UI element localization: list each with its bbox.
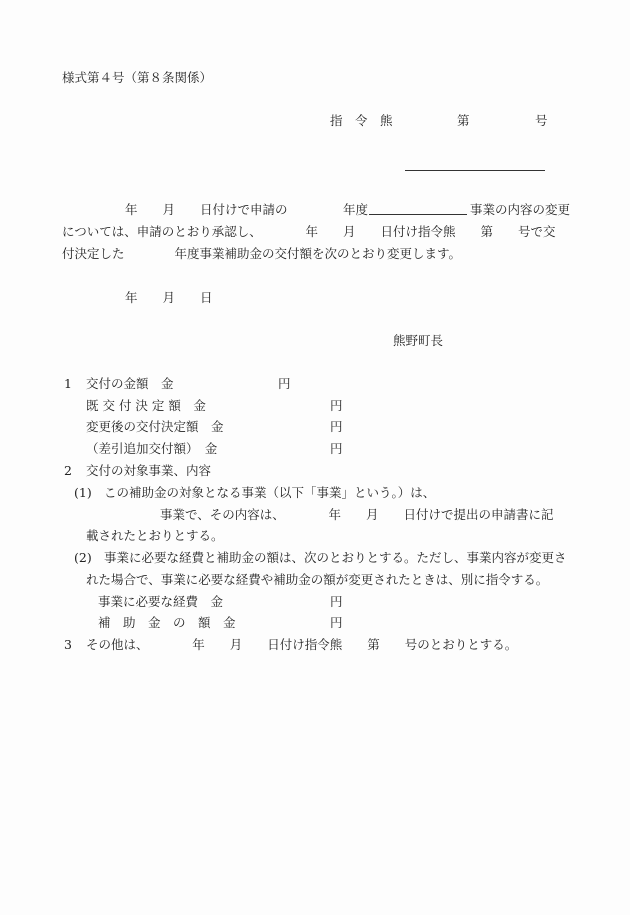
section2-item2-line1: 事業に必要な経費と補助金の額は、次のとおりとする。ただし、事業内容が変更さ: [104, 550, 567, 565]
project-name-line: [369, 214, 467, 215]
body-line1-c: 事業の内容の変更: [470, 202, 571, 217]
section2-item2-row-label: 事業に必要な経費 金: [98, 594, 224, 609]
section1-row-yen: 円: [330, 419, 343, 434]
section2-item1-num: (1): [74, 485, 92, 500]
section2-item1-line2: 事業で、その内容は、 年 月 日付けで提出の申請書に記: [160, 507, 554, 522]
section1-row-yen: 円: [330, 441, 343, 456]
section2-item1-line1: この補助金の対象となる事業（以下「事業」という。）は、: [104, 485, 436, 500]
form-label: 様式第４号（第８条関係）: [62, 70, 213, 85]
section2-title: 交付の対象事業、内容: [86, 463, 212, 478]
signature-line: [405, 170, 545, 171]
section1-row-label: 既 交 付 決 定 額 金: [86, 398, 206, 413]
section1-row-label: （差引追加交付額） 金: [86, 441, 218, 456]
section3-text: その他は、 年 月 日付け指令熊 第 号のとおりとする。: [86, 637, 518, 652]
section2-item2-line2: れた場合で、事業に必要な経費や補助金の額が変更されたときは、別に指令する。: [86, 572, 549, 587]
section2-item2-row-label: 補 助 金 の 額 金: [98, 615, 236, 630]
section3-num: 3: [64, 637, 72, 652]
order-dai: 第: [457, 113, 470, 128]
issuer: 熊野町長: [393, 333, 444, 348]
section1-num: 1: [64, 376, 72, 391]
body-line2: については、申請のとおり承認し、 年 月 日付け指令熊 第 号で交: [62, 224, 556, 239]
date-line: 年 月 日: [125, 290, 213, 305]
order-prefix: 指 令 熊: [330, 113, 393, 128]
section2-item2-row-yen: 円: [330, 615, 343, 630]
section2-item1-line3: 載されたとおりとする。: [86, 528, 224, 543]
section1-yen: 円: [278, 376, 291, 391]
section1-row-yen: 円: [330, 398, 343, 413]
section2-item2-num: (2): [74, 550, 92, 565]
section1-row-label: 変更後の交付決定額 金: [86, 419, 224, 434]
section2-num: 2: [64, 463, 72, 478]
body-line3: 付決定した 年度事業補助金の交付額を次のとおり変更します。: [62, 246, 462, 261]
section2-item2-row-yen: 円: [330, 594, 343, 609]
body-line1-a: 年 月 日付けで申請の: [125, 202, 288, 217]
order-go: 号: [535, 113, 548, 128]
section1-title: 交付の金額 金: [86, 376, 174, 391]
body-line1-b: 年度: [343, 202, 369, 217]
